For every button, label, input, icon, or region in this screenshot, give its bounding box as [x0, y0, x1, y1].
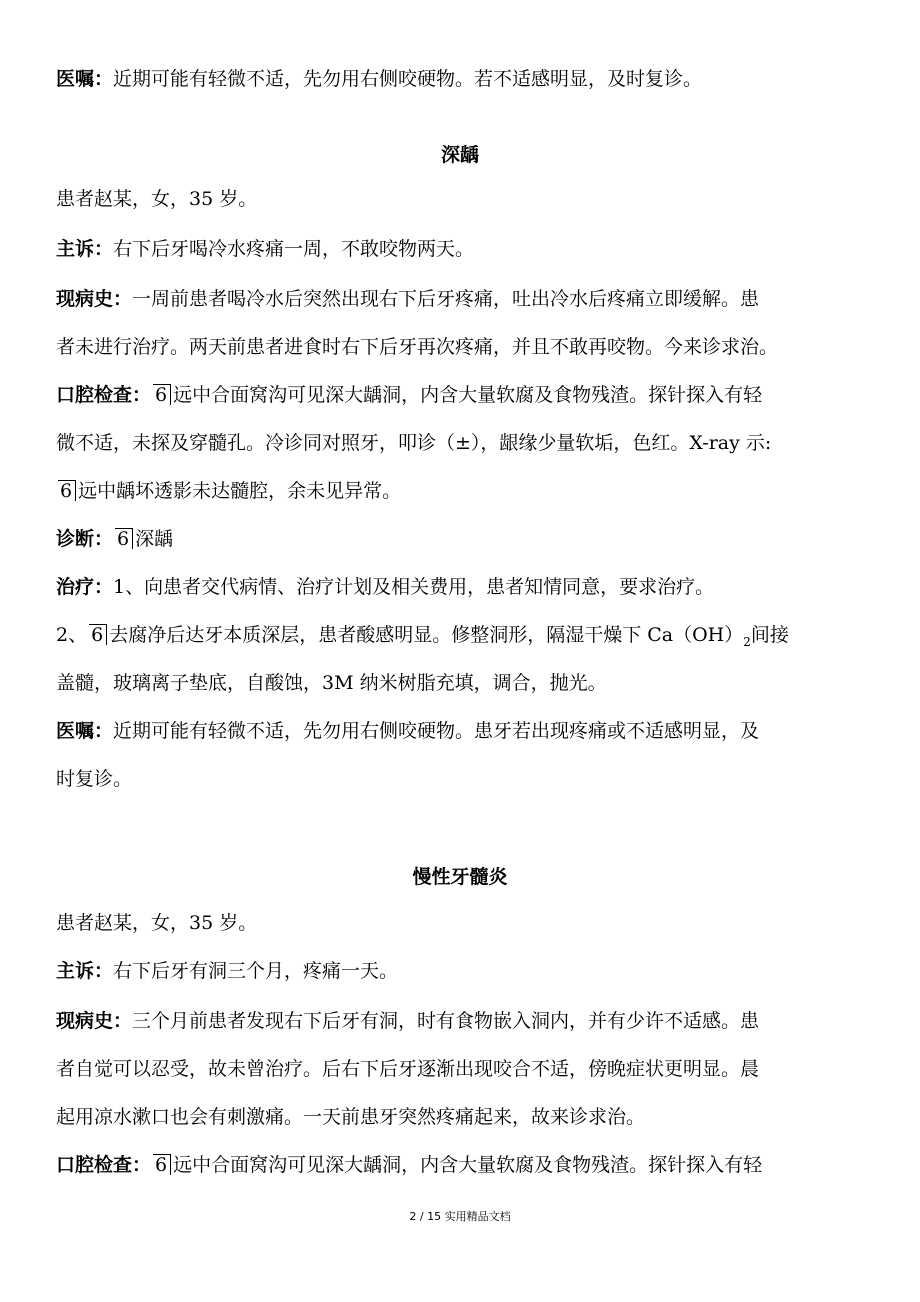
page-footer: 2 / 15 实用精品文档 — [409, 1210, 511, 1223]
advice-line-2: 时复诊。 — [56, 768, 133, 790]
section-title-deep-caries: 深龋 — [440, 144, 479, 166]
exam-label: 口腔检查： — [56, 1154, 152, 1176]
history-text-1: 三个月前患者发现右下后牙有洞，时有食物嵌入洞内，并有少许不适感。患 — [132, 1010, 760, 1032]
diagnosis-label: 诊断： — [56, 528, 114, 550]
history-line-2: 者自觉可以忍受，故未曾治疗。后右下后牙逐渐出现咬合不适，傍晚症状更明显。晨 — [56, 1058, 760, 1080]
treatment-text-1: 1、向患者交代病情、治疗计划及相关费用，患者知情同意，要求治疗。 — [113, 576, 715, 598]
exam-text-3: 远中龋坏透影未达髓腔，余未见异常。 — [78, 480, 402, 502]
tooth-notation: 6 — [89, 624, 107, 645]
complaint-line — [56, 958, 398, 984]
treatment-line-3: 盖髓，玻璃离子垫底，自酸蚀，3M 纳米树脂充填，调合，抛光。 — [56, 672, 607, 694]
treatment-text-2a: 去腐净后达牙本质深层，患者酸感明显。修整洞形，隔湿干燥下 Ca（OH） — [109, 624, 744, 646]
treatment-label: 治疗： — [56, 576, 114, 598]
history-label: 现病史： — [56, 1010, 133, 1032]
advice-text-1: 近期可能有轻微不适，先勿用右侧咬硬物。患牙若出现疼痛或不适感明显，及 — [113, 720, 760, 742]
advice-line-1 — [56, 718, 759, 744]
patient-line: 患者赵某，女，35 岁。 — [56, 912, 258, 934]
patient-line: 患者赵某，女，35 岁。 — [56, 188, 258, 210]
complaint-label: 主诉： — [56, 238, 114, 260]
complaint-label: 主诉： — [56, 960, 114, 982]
exam-line-1 — [56, 382, 762, 408]
history-line-1 — [56, 1008, 759, 1034]
exam-text-1: 远中合面窝沟可见深大龋洞，内含大量软腐及食物残渣。探针探入有轻 — [173, 384, 763, 406]
advice-label: 医嘱： — [56, 720, 114, 742]
history-line-1 — [56, 286, 759, 312]
treatment-line-2 — [56, 622, 789, 655]
exam-label: 口腔检查： — [56, 384, 152, 406]
complaint-line — [56, 236, 474, 262]
diagnosis-line — [56, 526, 173, 552]
top-advice-line — [56, 66, 702, 92]
tooth-notation: 6 — [58, 480, 76, 501]
tooth-notation: 6 — [115, 528, 133, 549]
tooth-notation: 6 — [153, 1154, 171, 1175]
exam-line-3 — [56, 478, 401, 504]
treatment-line-1 — [56, 574, 714, 600]
exam-line-1 — [56, 1152, 762, 1178]
exam-line-2: 微不适，未探及穿髓孔。冷诊同对照牙，叩诊（±），龈缘少量软垢，色红。X-ray 示: — [56, 432, 772, 454]
diagnosis-text: 深龋 — [135, 528, 174, 550]
complaint-text: 右下后牙有洞三个月，疼痛一天。 — [113, 960, 399, 982]
history-line-2: 者未进行治疗。两天前患者进食时右下后牙再次疼痛，并且不敢再咬物。今来诊求治。 — [56, 336, 779, 358]
history-text-1: 一周前患者喝冷水后突然出现右下后牙疼痛，吐出冷水后疼痛立即缓解。患 — [132, 288, 760, 310]
treatment-text-2b: 间接 — [750, 624, 789, 646]
subscript: 2 — [743, 634, 751, 649]
advice-text: 近期可能有轻微不适，先勿用右侧咬硬物。若不适感明显，及时复诊。 — [113, 68, 703, 90]
complaint-text: 右下后牙喝冷水疼痛一周，不敢咬物两天。 — [113, 238, 475, 260]
advice-label: 医嘱： — [56, 68, 114, 90]
section-title-chronic-pulpitis: 慢性牙髓炎 — [412, 866, 508, 888]
history-line-3: 起用凉水漱口也会有刺激痛。一天前患牙突然疼痛起来，故来诊求治。 — [56, 1106, 646, 1128]
tooth-notation: 6 — [153, 384, 171, 405]
treatment-step-2: 2、 — [56, 624, 88, 646]
history-label: 现病史： — [56, 288, 133, 310]
exam-text-1: 远中合面窝沟可见深大龋洞，内含大量软腐及食物残渣。探针探入有轻 — [173, 1154, 763, 1176]
